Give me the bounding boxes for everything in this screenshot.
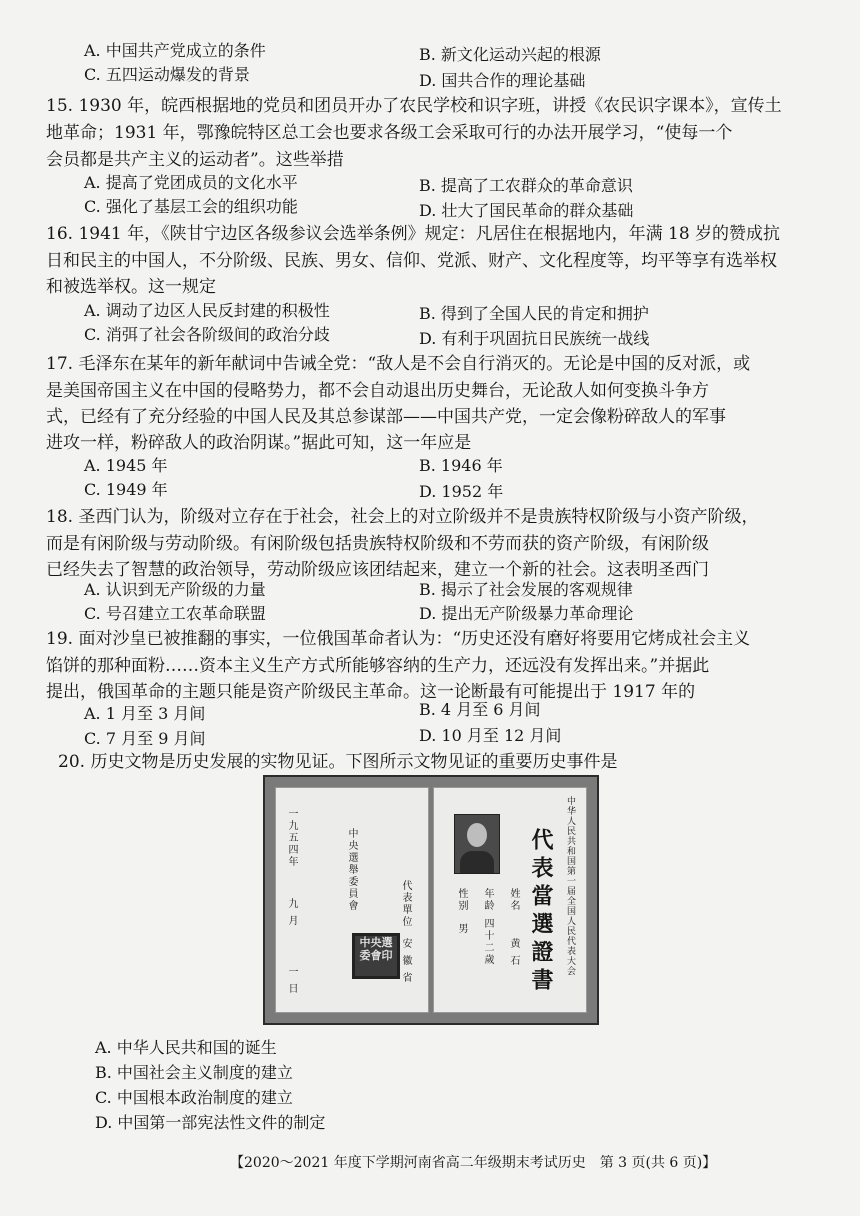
certificate-sex-value: 男 <box>456 923 467 935</box>
q16-option-c: C. 消弭了社会各阶级间的政治分歧 <box>84 325 330 344</box>
q17-option-b: B. 1946 年 <box>419 456 503 475</box>
q18-option-a: A. 认识到无产阶级的力量 <box>84 580 266 599</box>
q15-stem-line-3: 会员都是共产主义的运动者”。这些举措 <box>46 150 344 170</box>
certificate-name-value: 黄 石 <box>508 938 519 968</box>
certificate-name-label: 姓名 <box>508 888 519 912</box>
q19-option-b: B. 4 月至 6 月间 <box>419 700 541 719</box>
q18-option-c: C. 号召建立工农革命联盟 <box>84 604 266 623</box>
q14-option-c: C. 五四运动爆发的背景 <box>84 65 250 84</box>
q18-option-b: B. 揭示了社会发展的客观规律 <box>419 580 633 599</box>
page-footer: 【2020～2021 年度下学期河南省高二年级期末考试历史 第 3 页(共 6 页)】 <box>230 1155 717 1171</box>
q19-option-a: A. 1 月至 3 月间 <box>84 704 206 723</box>
q17-stem-line-4: 进攻一样，粉碎敌人的政治阴谋。”据此可知，这一年应是 <box>46 433 472 453</box>
q16-option-d: D. 有利于巩固抗日民族统一战线 <box>419 329 650 348</box>
certificate-congress: 中华人民共和国第一届全国人民代表大会 <box>565 796 575 976</box>
q20-option-b: B. 中国社会主义制度的建立 <box>95 1063 293 1082</box>
q14-option-b: B. 新文化运动兴起的根源 <box>419 45 601 64</box>
q16-stem-line-2: 日和民主的中国人，不分阶级、民族、男女、信仰、党派、财产、文化程度等，均平等享有选举权 <box>46 251 777 271</box>
q20-option-c: C. 中国根本政治制度的建立 <box>95 1088 293 1107</box>
q14-option-a: A. 中国共产党成立的条件 <box>84 41 266 60</box>
q15-option-c: C. 强化了基层工会的组织功能 <box>84 197 298 216</box>
q19-option-d: D. 10 月至 12 月间 <box>419 726 562 745</box>
q15-option-a: A. 提高了党团成员的文化水平 <box>84 173 298 192</box>
q18-stem-line-3: 已经失去了智慧的政治领导，劳动阶级应该团结起来，建立一个新的社会。这表明圣西门 <box>46 560 709 580</box>
q17-option-d: D. 1952 年 <box>419 482 504 501</box>
q20-stem: 20. 历史文物是历史发展的实物见证。下图所示文物见证的重要历史事件是 <box>58 752 618 772</box>
certificate-date-month: 九 月 <box>286 898 297 928</box>
q15-stem-line-2: 地革命；1931 年，鄂豫皖特区总工会也要求各级工会采取可行的办法开展学习，“使每一个 <box>46 123 733 143</box>
q18-option-d: D. 提出无产阶级暴力革命理论 <box>419 604 634 623</box>
q16-stem-line-3: 和被选举权。这一规定 <box>46 277 216 297</box>
certificate-title: 代表當選證書 <box>528 828 554 996</box>
certificate-left-panel <box>275 787 429 1013</box>
certificate-age-value: 四十二歲 <box>482 918 493 966</box>
q17-option-c: C. 1949 年 <box>84 480 168 499</box>
representative-photo <box>454 814 500 874</box>
q20-option-a: A. 中华人民共和国的诞生 <box>95 1038 277 1057</box>
certificate-right-panel <box>433 787 587 1013</box>
q20-option-d: D. 中国第一部宪法性文件的制定 <box>95 1113 326 1132</box>
certificate-unit-label: 代表單位 <box>400 880 411 928</box>
q19-option-c: C. 7 月至 9 月间 <box>84 729 206 748</box>
q15-option-b: B. 提高了工农群众的革命意识 <box>419 176 633 195</box>
certificate-seal: 中央選委會印 <box>352 933 400 979</box>
certificate-issuer: 中央選舉委員會 <box>346 828 357 912</box>
certificate-date-day: 一 日 <box>286 966 297 996</box>
certificate-image <box>263 775 599 1025</box>
q15-stem-line-1: 15. 1930 年，皖西根据地的党员和团员开办了农民学校和识字班，讲授《农民识字课本》，宣传土 <box>46 96 782 116</box>
q16-option-b: B. 得到了全国人民的肯定和拥护 <box>419 304 649 323</box>
q14-option-d: D. 国共合作的理论基础 <box>419 71 586 90</box>
q18-stem-line-2: 而是有闲阶级与劳动阶级。有闲阶级包括贵族特权阶级和不劳而获的资产阶级，有闲阶级 <box>46 534 709 554</box>
certificate-sex-label: 性别 <box>456 888 467 912</box>
q15-option-d: D. 壮大了国民革命的群众基础 <box>419 201 634 220</box>
q16-stem-line-1: 16. 1941 年，《陕甘宁边区各级参议会选举条例》规定：凡居住在根据地内，年满 18 岁的赞成抗 <box>46 224 781 244</box>
q19-stem-line-2: 馅饼的那种面粉……资本主义生产方式所能够容纳的生产力，还远没有发挥出来。”并据此 <box>46 656 710 676</box>
q19-stem-line-1: 19. 面对沙皇已被推翻的事实，一位俄国革命者认为：“历史还没有磨好将要用它烤成社会主义 <box>46 629 751 649</box>
certificate-date-year: 一九五四年 <box>286 808 297 868</box>
certificate-age-label: 年龄 <box>482 888 493 912</box>
certificate-unit-value: 安 徽 省 <box>400 938 411 985</box>
q16-option-a: A. 调动了边区人民反封建的积极性 <box>84 301 330 320</box>
q18-stem-line-1: 18. 圣西门认为，阶级对立存在于社会，社会上的对立阶级并不是贵族特权阶级与小资产阶级， <box>46 507 759 527</box>
q17-option-a: A. 1945 年 <box>84 456 168 475</box>
q19-stem-line-3: 提出，俄国革命的主题只能是资产阶级民主革命。这一论断最有可能提出于 1917 年的 <box>46 682 696 702</box>
q17-stem-line-2: 是美国帝国主义在中国的侵略势力，都不会自动退出历史舞台，无论敌人如何变换斗争方 <box>46 381 709 401</box>
q17-stem-line-3: 式，已经有了充分经验的中国人民及其总参谋部——中国共产党，一定会像粉碎敌人的军事 <box>46 407 726 427</box>
q17-stem-line-1: 17. 毛泽东在某年的新年献词中告诫全党：“敌人是不会自行消灭的。无论是中国的反对派，或 <box>46 354 751 374</box>
